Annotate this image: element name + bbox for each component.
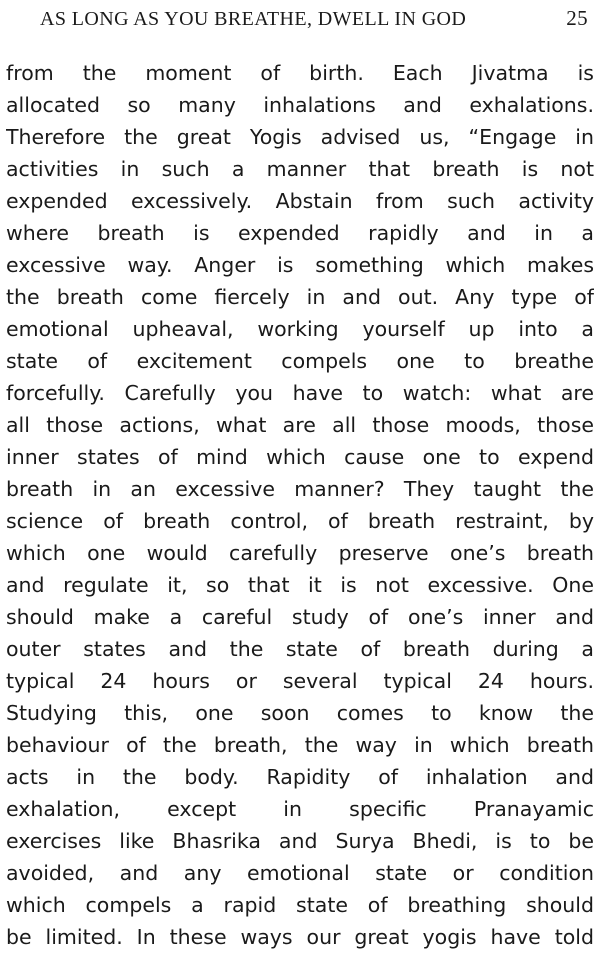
text-line: exercises like Bhasrika and Surya Bhedi, is to be [6,829,594,853]
text-line: all those actions, what are all those moods, those [6,413,594,437]
text-line: outer states and the state of breath during a [6,637,594,661]
text-line: allocated so many inhalations and exhalations. [6,93,594,117]
running-header [40,6,588,32]
text-line: breath in an excessive manner? They taught the [6,477,594,501]
text-line: from the moment of birth. Each Jivatma is [6,61,594,85]
text-line: excessive way. Anger is something which makes [6,253,594,277]
text-line: the breath come fiercely in and out. Any type of [6,285,594,309]
text-line: Therefore the great Yogis advised us, “Engage in [6,125,594,149]
text-line: science of breath control, of breath restraint, by [6,509,594,533]
chapter-title: AS LONG AS YOU BREATHE, DWELL IN GOD [40,8,467,30]
text-line: which compels a rapid state of breathing should [6,893,594,917]
text-line: which one would carefully preserve one’s breath [6,541,594,565]
text-line: activities in such a manner that breath is not [6,157,594,181]
text-line: inner states of mind which cause one to expend [6,445,594,469]
text-line: should make a careful study of one’s inner and [6,605,594,629]
text-line: emotional upheaval, working yourself up into a [6,317,594,341]
text-line: and regulate it, so that it is not excessive. One [6,573,594,597]
text-line: where breath is expended rapidly and in a [6,221,594,245]
text-line: be limited. In these ways our great yogis have told [6,925,594,949]
text-line: Studying this, one soon comes to know the [6,701,594,725]
text-line: avoided, and any emotional state or condition [6,861,594,885]
text-line: acts in the body. Rapidity of inhalation and [6,765,594,789]
text-line: state of excitement compels one to breathe [6,349,594,373]
text-line: expended excessively. Abstain from such activity [6,189,594,213]
page-number: 25 [566,6,588,30]
body-text [6,57,594,953]
text-line: forcefully. Carefully you have to watch: what are [6,381,594,405]
text-line: typical 24 hours or several typical 24 hours. [6,669,594,693]
text-line: exhalation, except in specific Pranayamic [6,797,594,821]
text-line: behaviour of the breath, the way in which breath [6,733,594,757]
